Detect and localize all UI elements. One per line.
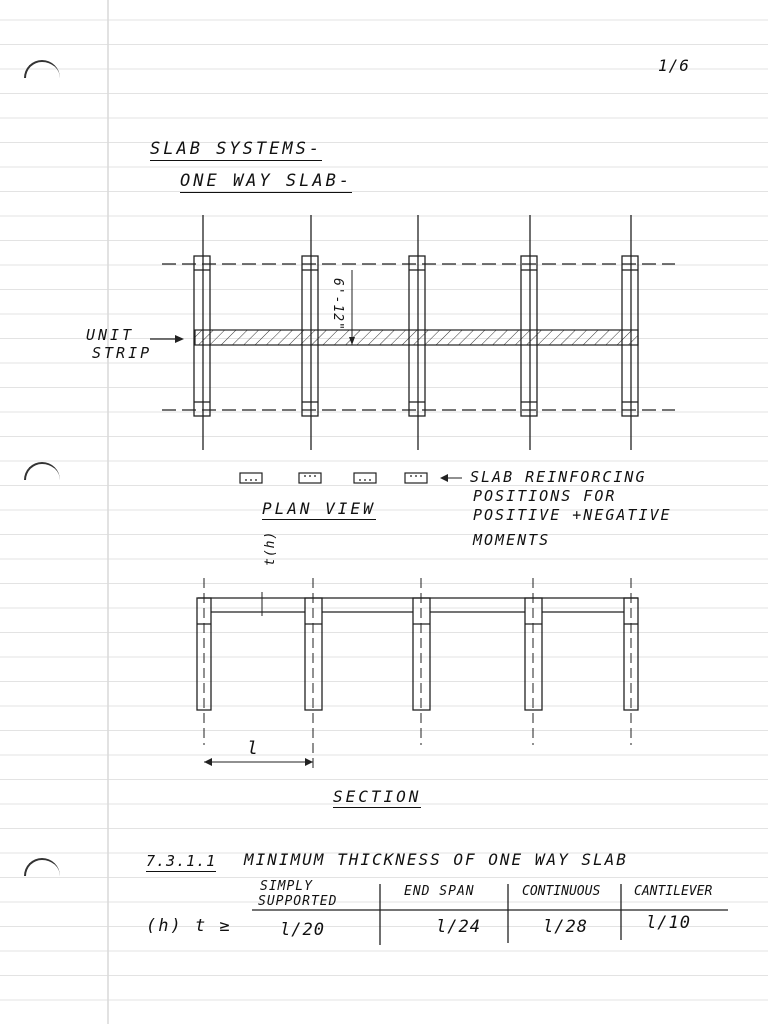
page-title: SLAB SYSTEMS-: [150, 139, 323, 159]
col-header-continuous: CONTINUOUS: [522, 884, 601, 899]
slab-thickness-label: t(h): [263, 530, 278, 566]
page-number: 1/6: [658, 56, 690, 75]
row-label: (h) t ≥: [146, 916, 232, 936]
col-header-cantilever: CANTILEVER: [634, 884, 713, 899]
value-cantilever: l/10: [646, 913, 691, 933]
clause-number: 7.3.1.1: [146, 852, 217, 870]
reinforcing-note-line-2: POSITIONS FOR: [473, 487, 617, 505]
col-header-end-span: END SPAN: [404, 884, 475, 899]
reinforcing-note-line-4: MOMENTS: [473, 531, 551, 549]
plan-view-title: PLAN VIEW: [262, 499, 376, 518]
value-continuous: l/28: [543, 917, 588, 937]
page-subtitle: ONE WAY SLAB-: [180, 171, 353, 191]
value-end-span: l/24: [436, 917, 481, 937]
value-simply-supported: l/20: [280, 920, 325, 940]
section-title: SECTION: [333, 787, 422, 806]
col-header-supported: SUPPORTED: [258, 894, 338, 909]
strip-dimension: 6'-12": [330, 278, 345, 331]
table-caption: MINIMUM THICKNESS OF ONE WAY SLAB: [244, 850, 628, 869]
reinforcing-note-line-3: POSITIVE +NEGATIVE: [473, 506, 672, 524]
unit-strip-label-2: STRIP: [92, 344, 153, 362]
reinforcing-note-line-1: SLAB REINFORCING: [470, 468, 647, 486]
col-header-simply: SIMPLY: [260, 879, 313, 894]
unit-strip-label: UNIT: [86, 326, 135, 344]
span-length-label: l: [247, 738, 261, 759]
